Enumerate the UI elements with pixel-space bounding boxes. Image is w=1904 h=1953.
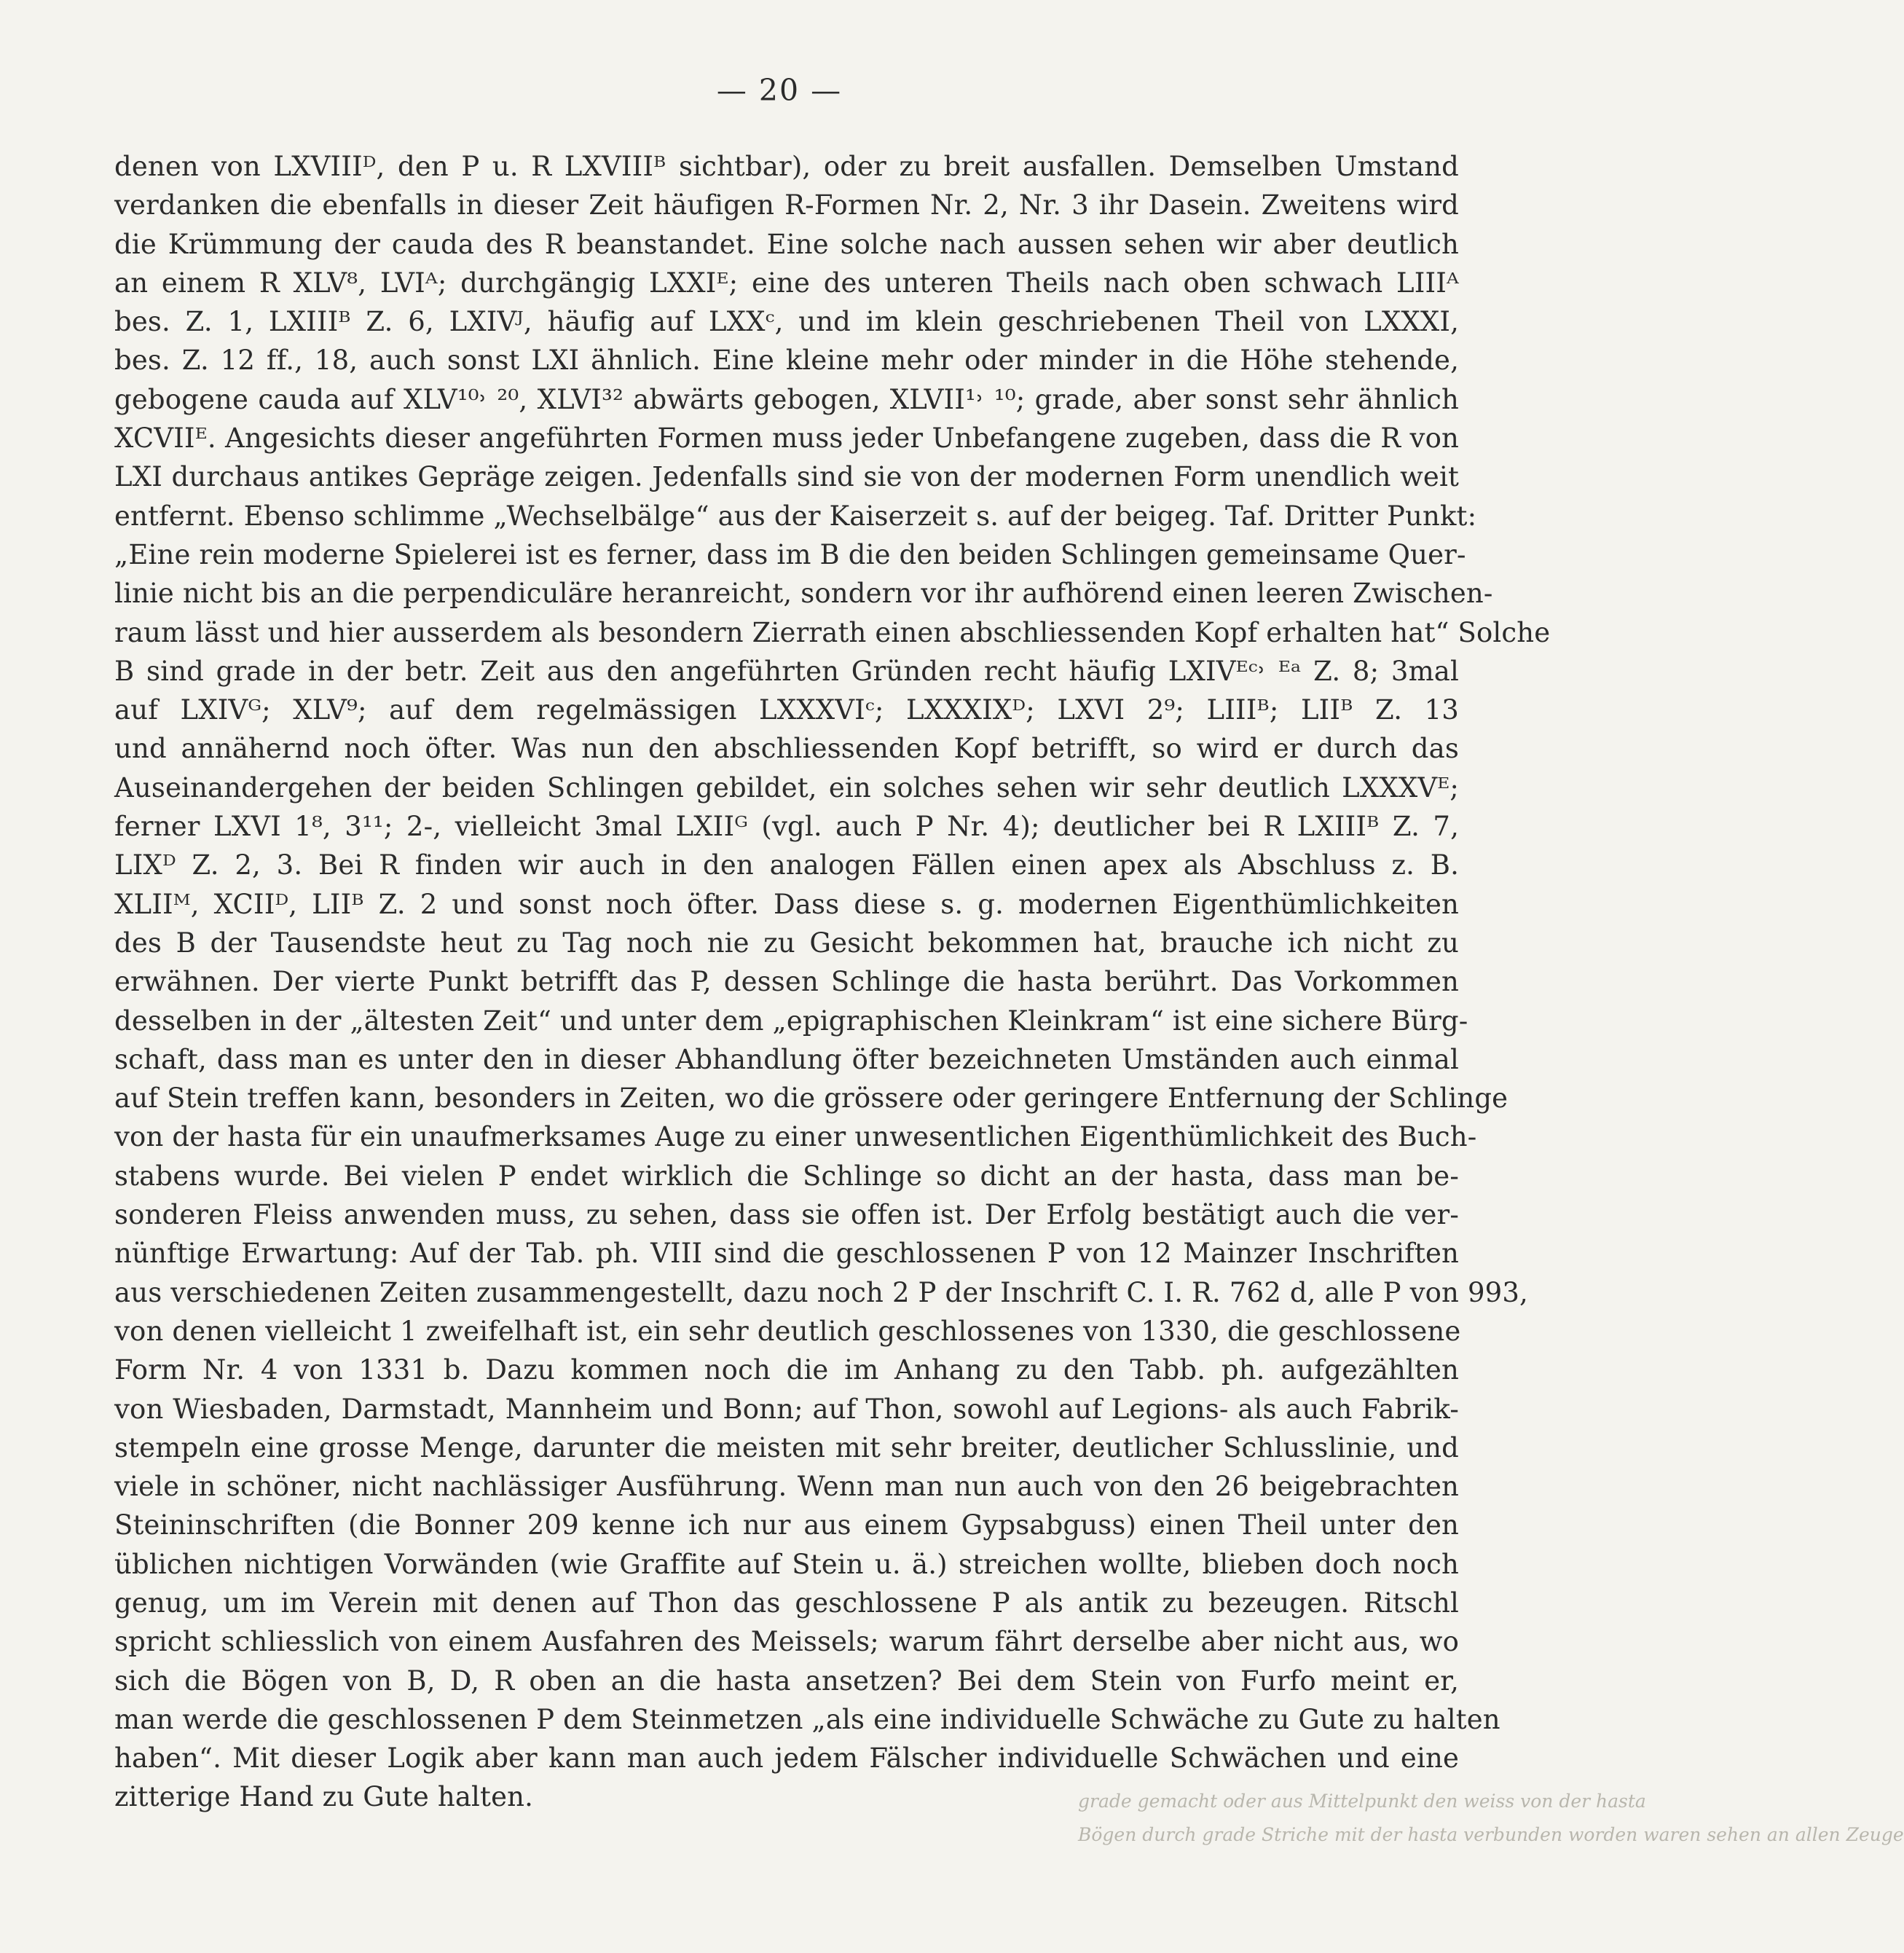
text-line: bes. Z. 1, LXIIIᴮ Z. 6, LXIVᴶ, häufig auf LXXᶜ, und im klein geschriebenen Theil von LXXXI, bbox=[114, 306, 1459, 338]
text-line: B sind grade in der betr. Zeit aus den angeführten Gründen recht häufig LXIVᴱᶜ˒ ᴱᵃ Z. 8; 3mal bbox=[114, 655, 1459, 687]
text-line: des B der Tausendste heut zu Tag noch nie zu Gesicht bekommen hat, brauche ich nicht zu bbox=[114, 927, 1459, 959]
text-line: verdanken die ebenfalls in dieser Zeit häufigen R-Formen Nr. 2, Nr. 3 ihr Dasein. Zweitens wird bbox=[114, 189, 1459, 221]
text-line: sonderen Fleiss anwenden muss, zu sehen, dass sie offen ist. Der Erfolg bestätigt auch die ver- bbox=[114, 1199, 1459, 1231]
text-line: von Wiesbaden, Darmstadt, Mannheim und Bonn; auf Thon, sowohl auf Legions- als auch Fabrik- bbox=[114, 1393, 1459, 1425]
text-line: Form Nr. 4 von 1331 b. Dazu kommen noch die im Anhang zu den Tabb. ph. aufgezählten bbox=[114, 1354, 1459, 1386]
text-line: stabens wurde. Bei vielen P endet wirklich die Schlinge so dicht an der hasta, dass man be- bbox=[114, 1160, 1459, 1192]
page-number: — 20 — bbox=[716, 73, 843, 108]
text-line: auf LXIVᴳ; XLV⁹; auf dem regelmässigen LXXXVIᶜ; LXXXIXᴰ; LXVI 2⁹; LIIIᴮ; LIIᴮ Z. 13 bbox=[114, 694, 1459, 726]
text-line: an einem R XLV⁸, LVIᴬ; durchgängig LXXIᴱ; eine des unteren Theils nach oben schwach LIIIᴬ bbox=[114, 267, 1459, 299]
text-line: XCVIIᴱ. Angesichts dieser angeführten Formen muss jeder Unbefangene zugeben, dass die R von bbox=[114, 423, 1459, 455]
text-line: Steininschriften (die Bonner 209 kenne ich nur aus einem Gypsabguss) einen Theil unter den bbox=[114, 1509, 1459, 1541]
text-line: aus verschiedenen Zeiten zusammengestellt, dazu noch 2 P der Inschrift C. I. R. 762 d, alle P von 993, bbox=[114, 1276, 1528, 1308]
body-text bbox=[114, 147, 1551, 1817]
text-line-last: zitterige Hand zu Gute halten. bbox=[114, 1781, 534, 1813]
text-line: Auseinandergehen der beiden Schlingen gebildet, ein solches sehen wir sehr deutlich LXXXVᴱ; bbox=[114, 771, 1459, 803]
text-line: gebogene cauda auf XLV¹⁰˒ ²⁰, XLVI³² abwärts gebogen, XLVII¹˒ ¹⁰; grade, aber sonst sehr ähnlich bbox=[114, 383, 1459, 415]
text-line: desselben in der „ältesten Zeit“ und unter dem „epigraphischen Kleinkram“ ist eine sichere Bürg- bbox=[114, 1005, 1468, 1037]
bleed-line: Bögen durch grade Striche mit der hasta verbunden worden waren sehen an allen Zeuge bbox=[1078, 1824, 1904, 1845]
text-line: die Krümmung der cauda des R beanstandet. Eine solche nach aussen sehen wir aber deutlich bbox=[114, 228, 1459, 260]
text-line: üblichen nichtigen Vorwänden (wie Graffite auf Stein u. ä.) streichen wollte, blieben doch noch bbox=[114, 1548, 1459, 1580]
text-line: von denen vielleicht 1 zweifelhaft ist, ein sehr deutlich geschlossenes von 1330, die geschlossene bbox=[114, 1315, 1461, 1347]
text-line: schaft, dass man es unter den in dieser Abhandlung öfter bezeichneten Umständen auch einmal bbox=[114, 1043, 1459, 1075]
text-line: denen von LXVIIIᴰ, den P u. R LXVIIIᴮ sichtbar), oder zu breit ausfallen. Demselben Umstand bbox=[114, 151, 1459, 182]
text-line: viele in schöner, nicht nachlässiger Ausführung. Wenn man nun auch von den 26 beigebrachten bbox=[114, 1471, 1459, 1503]
bleed-through-text bbox=[1078, 1785, 1904, 1852]
text-line: LXI durchaus antikes Gepräge zeigen. Jedenfalls sind sie von der modernen Form unendlich weit bbox=[114, 461, 1459, 493]
text-line: nünftige Erwartung: Auf der Tab. ph. VIII sind die geschlossenen P von 12 Mainzer Inschriften bbox=[114, 1238, 1459, 1270]
text-line: stempeln eine grosse Menge, darunter die meisten mit sehr breiter, deutlicher Schlusslinie, und bbox=[114, 1431, 1459, 1463]
text-line: man werde die geschlossenen P dem Steinmetzen „als eine individuelle Schwäche zu Gute zu halten bbox=[114, 1703, 1500, 1735]
text-line: von der hasta für ein unaufmerksames Auge zu einer unwesentlichen Eigenthümlichkeit des Buch- bbox=[114, 1121, 1477, 1153]
text-line: LIXᴰ Z. 2, 3. Bei R finden wir auch in den analogen Fällen einen apex als Abschluss z. B. bbox=[114, 849, 1459, 881]
text-line: „Eine rein moderne Spielerei ist es ferner, dass im B die den beiden Schlingen gemeinsame Quer- bbox=[114, 538, 1466, 570]
text-line: linie nicht bis an die perpendiculäre heranreicht, sondern vor ihr aufhörend einen leeren Zwischen- bbox=[114, 578, 1493, 610]
text-line: entfernt. Ebenso schlimme „Wechselbälge“ aus der Kaiserzeit s. auf der beigeg. Taf. Dritter Punkt: bbox=[114, 500, 1477, 532]
text-line: genug, um im Verein mit denen auf Thon das geschlossene P als antik zu bezeugen. Ritschl bbox=[114, 1587, 1459, 1619]
bleed-line: grade gemacht oder aus Mittelpunkt den weiss von der hasta bbox=[1078, 1791, 1646, 1812]
text-line: raum lässt und hier ausserdem als besondern Zierrath einen abschliessenden Kopf erhalten hat“ Solche bbox=[114, 616, 1551, 648]
text-line: spricht schliesslich von einem Ausfahren des Meissels; warum fährt derselbe aber nicht aus, wo bbox=[114, 1626, 1459, 1658]
text-line: sich die Bögen von B, D, R oben an die hasta ansetzen? Bei dem Stein von Furfo meint er, bbox=[114, 1665, 1459, 1697]
text-line: XLIIᴹ, XCIIᴰ, LIIᴮ Z. 2 und sonst noch öfter. Dass diese s. g. modernen Eigenthümlichkeiten bbox=[114, 888, 1459, 920]
text-line: bes. Z. 12 ff., 18, auch sonst LXI ähnlich. Eine kleine mehr oder minder in die Höhe stehende, bbox=[114, 345, 1459, 377]
text-line: und annähernd noch öfter. Was nun den abschliessenden Kopf betrifft, so wird er durch das bbox=[114, 733, 1459, 765]
text-line: ferner LXVI 1⁸, 3¹¹; 2-, vielleicht 3mal LXIIᴳ (vgl. auch P Nr. 4); deutlicher bei R LXIIIᴮ Z. 7, bbox=[114, 811, 1459, 843]
text-line: auf Stein treffen kann, besonders in Zeiten, wo die grössere oder geringere Entfernung der Schlinge bbox=[114, 1082, 1508, 1115]
text-line: erwähnen. Der vierte Punkt betrifft das P, dessen Schlinge die hasta berührt. Das Vorkommen bbox=[114, 966, 1459, 998]
text-line: haben“. Mit dieser Logik aber kann man auch jedem Fälscher individuelle Schwächen und eine bbox=[114, 1742, 1459, 1775]
